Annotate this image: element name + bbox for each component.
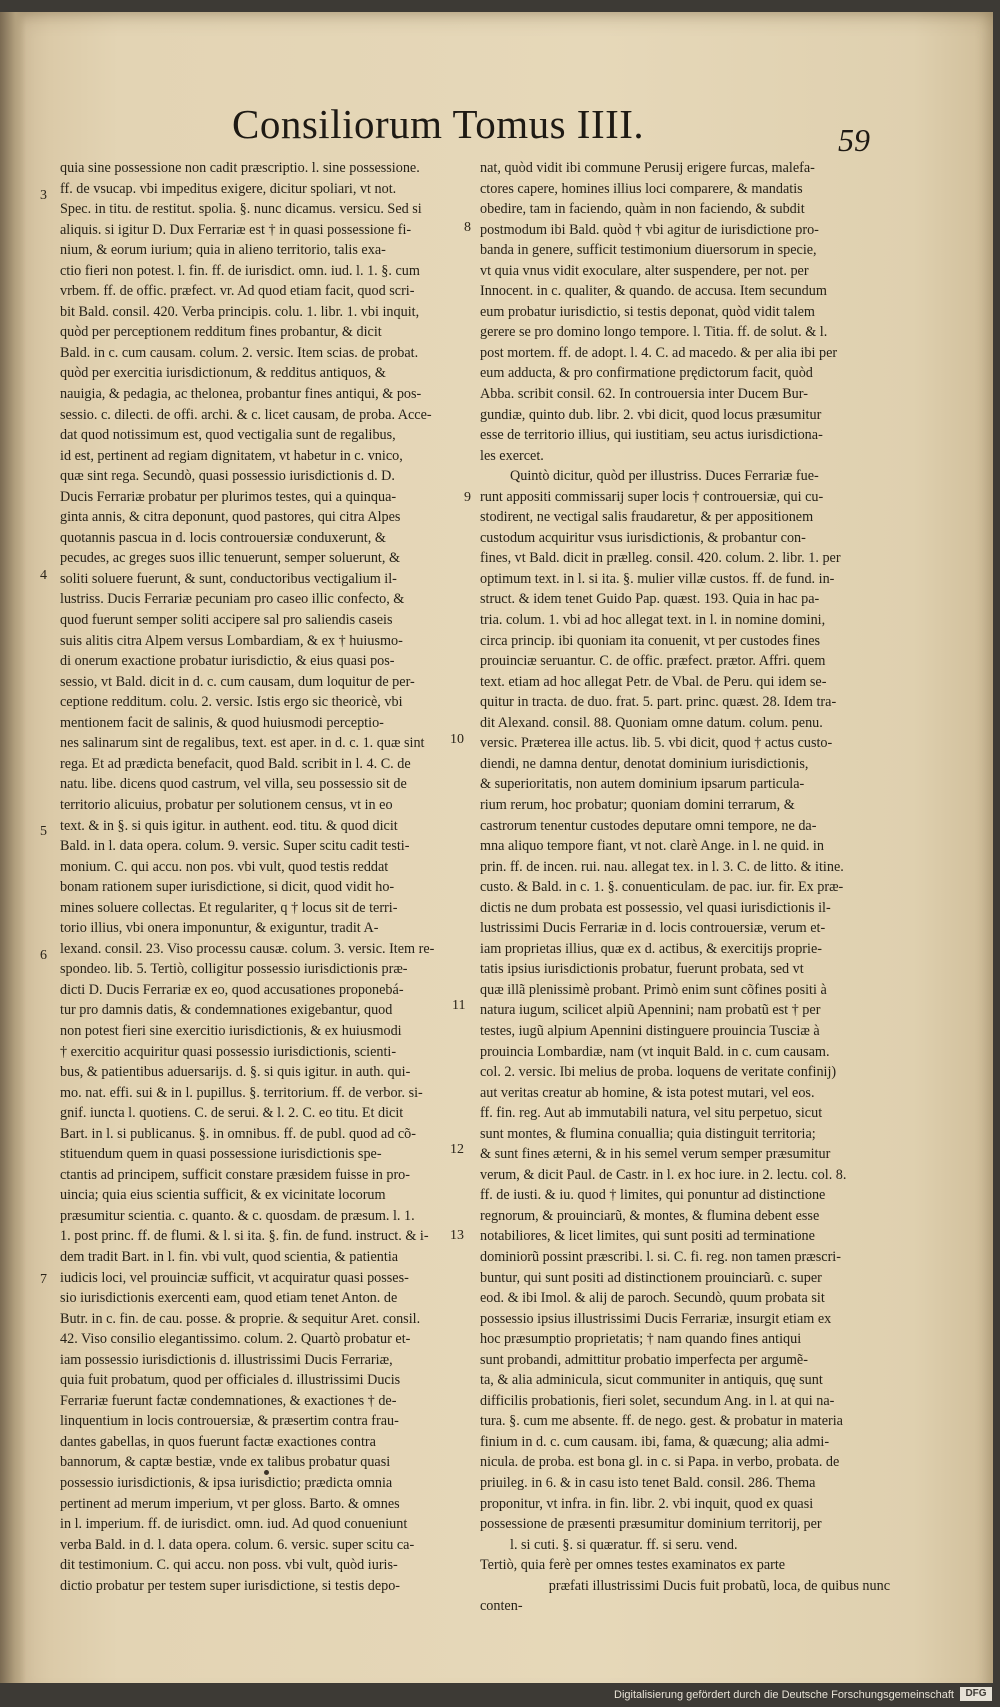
text-line: postmodum ibi Bald. quòd † vbi agitur de iurisdictione pro- xyxy=(480,221,819,238)
text-line: tura. §. cum me absente. ff. de nego. gest. & probatur in materia xyxy=(480,1413,843,1430)
text-line: iam possessio iurisdictionis d. illustrissimi Ducis Ferrariæ, xyxy=(60,1351,393,1368)
text-line: tur pro damnis datis, & condemnationes exigebantur, quod xyxy=(60,1002,393,1019)
text-line: esse de territorio illius, qui iustitiam, seu actus iurisdictiona- xyxy=(480,427,823,444)
text-line: præfati illustrissimi Ducis fuit probatũ, loca, de quibus nunc xyxy=(548,1577,890,1594)
text-line: tria. colum. 1. vbi ad hoc allegat text. in l. in nomine domini, xyxy=(480,612,826,629)
text-line: diendi, ne damna dentur, denotat dominium iurisdictionis, xyxy=(480,755,809,772)
text-line: lustriss. Ducis Ferrariæ pecuniam pro caseo illic confecto, & xyxy=(60,591,405,608)
text-line: Innocent. in c. qualiter, & quando. de accusa. Item secundum xyxy=(480,283,827,300)
text-line: ctio fieri non potest. l. fin. ff. de iurisdict. omn. iud. l. 1. §. cum xyxy=(60,262,420,279)
text-line: dictis ne dum probata est possessio, vel quasi iurisdictionis il- xyxy=(480,899,831,916)
text-line: possessione de præsenti præsumitur dominium territorij, per xyxy=(480,1516,822,1533)
text-line: stodirent, ne vectigal salis fraudaretur, & per appositionem xyxy=(480,509,814,526)
text-line: eod. & ibi Imol. & alij de paroch. Secundò, quum probata sit xyxy=(480,1290,825,1307)
text-line: linquentium in locis controuersiæ, & præsertim contra frau- xyxy=(60,1413,399,1430)
text-line: uincia; quia eius scientia sufficit, & ex vicinitate locorum xyxy=(60,1187,386,1204)
text-line: nauigia, & pedagia, ac thelonea, probantur fines antiqui, & pos- xyxy=(60,386,422,403)
text-line: pertinent ad merum imperium, vt per gloss. Barto. & omnes xyxy=(60,1495,400,1512)
text-line: bannorum, & captæ bestiæ, vnde ex talibus probatur quasi xyxy=(60,1454,391,1471)
text-line: præsumitur scientia. c. quanto. & c. quosdam. de præsum. l. 1. xyxy=(60,1207,415,1224)
text-line: proponitur, vt infra. in fin. libr. 2. vbi inquit, quod ex quasi xyxy=(480,1495,814,1512)
text-line: buntur, qui sunt positi ad distinctionem prouinciarũ. c. super xyxy=(480,1269,822,1286)
text-line: 1. post princ. ff. de flumi. & l. si ita. §. fin. de fund. instruct. & i- xyxy=(60,1228,429,1245)
text-line: verba Bald. in d. l. data opera. colum. 6. versic. super scitu ca- xyxy=(60,1536,415,1553)
text-line: pecudes, ac greges suos illic tenuerunt, semper soluerunt, & xyxy=(60,550,401,567)
text-line: sessio, vt Bald. dicit in d. c. cum causam, dum loquitur de per- xyxy=(60,673,415,690)
text-line: rium rerum, hoc probatur; quoniam domini terrarum, & xyxy=(480,796,795,813)
text-line: in l. imperium. ff. de iurisdict. omn. iud. Ad quod conueniunt xyxy=(60,1516,408,1533)
text-line: ff. fin. reg. Aut ab immutabili natura, vel situ perpetuo, sicut xyxy=(480,1105,823,1122)
margin-number: 13 xyxy=(450,1228,464,1243)
text-line: dit testimonium. C. qui accu. non poss. vbi vult, quòd iuris- xyxy=(60,1557,398,1574)
text-line: dit Alexand. consil. 88. Quoniam omne datum. colum. penu. xyxy=(480,714,823,731)
text-line: nes salinarum sint de regalibus, text. est aper. in d. c. 1. quæ sint xyxy=(60,735,425,752)
margin-number: 12 xyxy=(450,1142,464,1157)
text-line: fines, vt Bald. dicit in prælleg. consil. 420. colum. 2. libr. 1. per xyxy=(480,550,841,567)
text-line: Bald. in c. cum causam. colum. 2. versic. Item scias. de probat. xyxy=(60,344,419,361)
text-line: ff. de vsucap. vbi impeditus exigere, dicitur spoliari, vt not. xyxy=(60,180,397,197)
folio-number: 59 xyxy=(838,122,870,158)
text-line: 42. Viso consilio elegantissimo. colum. 2. Quartò probatur et- xyxy=(60,1331,411,1348)
text-line: nium, & eorum iurium; quia in alieno territorio, talis exa- xyxy=(60,242,386,259)
text-line: dem tradit Bart. in l. fin. vbi vult, quod scientia, & patientia xyxy=(60,1248,399,1265)
text-line: quod fuerunt semper soliti accipere sal pro saliendis caseis xyxy=(60,612,393,629)
text-line: quòd per perceptionem redditum fines probantur, & dicit xyxy=(60,324,382,341)
dfg-logo: DFG xyxy=(960,1687,992,1701)
text-line: tatis ipsius iurisdictionis probatur, fuerunt probata, sed vt xyxy=(480,961,804,978)
text-line: notabiliores, & licet limites, qui sunt positi ad terminatione xyxy=(480,1228,815,1245)
text-line: Bart. in l. si publicanus. §. in omnibus. ff. de publ. quod ad cõ- xyxy=(60,1125,416,1142)
text-line: dicti D. Ducis Ferrariæ ex eo, quod accusationes proponebá- xyxy=(60,981,404,998)
text-line: natura iugum, scilicet alpiũ Apennini; nam probatũ est † per xyxy=(480,1002,821,1019)
page-gutter-shadow xyxy=(0,12,26,1702)
text-line: iam proprietas illius, quæ ex d. actibus, & exercitijs proprie- xyxy=(480,940,822,957)
text-line: optimum text. in l. si ita. §. mulier villæ custos. ff. de fund. in- xyxy=(480,570,835,587)
text-line: quòd per exercitia iurisdictionum, & redditus antiquos, & xyxy=(60,365,386,382)
text-line: stituendum quem in quasi possessione iurisdictionis spe- xyxy=(60,1146,382,1163)
text-line: dantes gabellas, in quos fuerunt factæ exactiones contra xyxy=(60,1433,376,1450)
text-line: sessio. c. dilecti. de offi. archi. & c. licet causam, de proba. Acce- xyxy=(60,406,432,423)
text-line: quæ sint rega. Secundò, quasi possessio iurisdictionis d. D. xyxy=(60,468,395,485)
text-line: gnif. iuncta l. quotiens. C. de serui. & l. 2. C. eo titu. Et dicit xyxy=(60,1105,404,1122)
margin-number: 4 xyxy=(40,568,47,583)
text-line: gundiæ, quinto dub. libr. 2. vbi dicit, quod locus præsumitur xyxy=(480,406,822,423)
text-line: quia sine possessione non cadit præscriptio. l. sine possessione. xyxy=(60,160,420,176)
text-line: quitur in tracta. de duo. frat. 5. part. princ. quæst. 28. Idem tra- xyxy=(480,694,837,711)
text-line: banda in genere, sufficit testimonium diuersorum in specie, xyxy=(480,242,817,259)
text-line: Tertiò, quia ferè per omnes testes examinatos ex parte xyxy=(480,1557,786,1574)
text-line: non potest fieri sine exercitio iurisdictionis, & ex huiusmodi xyxy=(60,1022,402,1039)
text-line: circa princip. ibi quoniam ita conuenit, vt per custodes fines xyxy=(480,632,821,649)
right-text-column xyxy=(480,158,890,1617)
margin-number: 8 xyxy=(464,220,471,235)
text-line: sunt probandi, admittitur probatio imperfecta per argumẽ- xyxy=(480,1351,808,1368)
text-line: priuileg. in 6. & in casu isto tenet Bald. consil. 286. Thema xyxy=(480,1475,816,1491)
text-line: text. etiam ad hoc allegat Petr. de Vbal. de Peru. qui idem se- xyxy=(480,673,827,690)
text-line: eum probatur iurisdictio, si testis deponat, quòd vidit talem xyxy=(480,303,815,320)
margin-number: 9 xyxy=(464,490,471,505)
text-line: mentionem facit de salinis, & quod huiusmodi perceptio- xyxy=(60,714,384,731)
text-line: runt appositi commissarij super locis † controuersiæ, qui cu- xyxy=(480,488,824,505)
left-text-column xyxy=(60,158,455,1596)
margin-number: 6 xyxy=(40,948,47,963)
text-line: monium. C. qui accu. non pos. vbi vult, quod testis reddat xyxy=(60,858,389,875)
text-line: eum adducta, & pro confirmatione prędictorum facit, quòd xyxy=(480,365,813,382)
text-line: versic. Præterea ille actus. lib. 5. vbi dicit, quod † actus custo- xyxy=(480,735,833,752)
text-line: custodum acquiritur vsus iurisdictionis, & probantur con- xyxy=(480,529,806,546)
text-line: quia fuit probatum, quod per officiales d. illustrissimi Ducis xyxy=(60,1372,401,1389)
text-line: Butr. in c. fin. de cau. posse. & proprie. & sequitur Aret. consil. xyxy=(60,1310,421,1327)
text-line: hoc præsumptio proprietatis; † nam quando fines antiqui xyxy=(480,1331,802,1348)
book-page xyxy=(0,12,993,1702)
text-line: dictio probatur per testem super iurisdictione, si testis depo- xyxy=(60,1577,401,1594)
text-line: bonam rationem super iurisdictione, si dicit, quod vidit ho- xyxy=(60,879,395,896)
text-line: lustrissimi Ducis Ferrariæ in d. locis controuersiæ, verum et- xyxy=(480,920,826,937)
text-line: possessio ipsius illustrissimi Ducis Ferrariæ, insurgit etiam ex xyxy=(480,1310,832,1327)
text-line: prouincia Lombardiæ, nam (vt inquit Bald. in c. cum causam. xyxy=(480,1043,830,1060)
text-line: id est, pertinent ad regiam dignitatem, vt habetur in c. vnico, xyxy=(60,447,403,464)
text-line: rega. Et ad prædicta benefacit, quod Bald. scribit in l. 4. C. de xyxy=(60,755,411,772)
text-line: ctores capere, homines illius loci comparere, & mandatis xyxy=(480,180,803,197)
text-line: di onerum exactione probatur iurisdictio, & eius quasi pos- xyxy=(60,653,395,670)
text-line: text. & in §. si quis igitur. in authent. eod. titu. & quod dicit xyxy=(60,817,398,834)
text-line: verum, & dicit Paul. de Castr. in l. ex hoc iure. in 2. lectu. col. 8. xyxy=(480,1166,847,1183)
text-line: iudicis loci, vel prouinciæ sufficit, vt acquiratur quasi posses- xyxy=(60,1269,409,1286)
text-line: & superioritatis, non autem dominium ipsarum particula- xyxy=(480,776,805,793)
text-line: lexand. consil. 23. Viso processu causæ. colum. 3. versic. Item re- xyxy=(60,940,435,957)
text-line: difficilis probationis, fieri solet, secundum Ang. in l. at qui na- xyxy=(480,1392,835,1409)
text-line: post mortem. ff. de adopt. l. 4. C. ad macedo. & per alia ibi per xyxy=(480,344,838,361)
text-line: natu. libe. dicens quod castrum, vel villa, seu possessio sit de xyxy=(60,776,407,793)
text-line: Quintò dicitur, quòd per illustriss. Duces Ferrariæ fue- xyxy=(510,468,819,485)
text-line: spondeo. lib. 5. Tertiò, colligitur possessio iurisdictionis præ- xyxy=(60,961,408,978)
text-line: sio iurisdictionis exercenti eam, quod etiam tenet Anton. de xyxy=(60,1290,398,1307)
text-line: quæ illã plenissimè probant. Primò enim sunt cõfines positi à xyxy=(480,981,827,998)
text-line: ta, & alia adminicula, sicut communiter in antiquis, quę sunt xyxy=(480,1372,823,1389)
text-line: ceptione redditum. colu. 2. versic. Istis ergo sic theoricè, vbi xyxy=(60,694,403,711)
margin-number: 5 xyxy=(40,824,47,839)
text-line: mo. nat. effi. sui & in l. pupillus. §. territorium. ff. de verbor. si- xyxy=(60,1084,423,1101)
text-line: conten- xyxy=(480,1598,523,1615)
text-line: ff. de iusti. & iu. quod † limites, qui ponuntur ad distinctione xyxy=(480,1187,826,1204)
margin-number: 7 xyxy=(40,1272,47,1287)
text-line: les exercet. xyxy=(480,447,544,464)
text-line: Bald. in l. data opera. colum. 9. versic. Super scitu cadit testi- xyxy=(60,838,410,855)
margin-number: 11 xyxy=(452,998,466,1013)
text-line: torio illius, vbi onera imponuntur, & exiguntur, tradit A- xyxy=(60,920,379,937)
margin-number: 10 xyxy=(450,732,464,747)
text-line: testes, iugũ alpium Apennini distinguere prouincia Tusciæ à xyxy=(480,1022,820,1039)
text-line: nat, quòd vidit ibi commune Perusij erigere furcas, malefa- xyxy=(480,160,815,176)
digitization-credit-bar xyxy=(0,1683,1000,1707)
text-line: Abba. scribit consil. 62. In controuersia inter Ducem Bur- xyxy=(480,386,808,403)
funding-credit: Digitalisierung gefördert durch die Deutsche Forschungsgemeinschaft xyxy=(614,1689,954,1701)
text-line: suis alitis citra Alpem versus Lombardiam, & ex † huiusmo- xyxy=(60,632,403,649)
text-line: vrbem. ff. de offic. præfect. vr. Ad quod etiam facit, quod scri- xyxy=(60,283,415,300)
text-line: Spec. in titu. de restitut. spolia. §. nunc dicamus. versicu. Sed si xyxy=(60,201,422,218)
text-line: custo. & Bald. in c. 1. §. conuenticulam. de pac. iur. fir. Ex præ- xyxy=(480,879,844,896)
text-line: mines soluere collectas. Et regulariter, q † locus sit de terri- xyxy=(60,899,398,916)
text-line: Ferrariæ fuerunt factæ condemnationes, & exactiones † de- xyxy=(60,1392,397,1409)
text-line: † exercitio acquiritur quasi possessio iurisdictionis, scienti- xyxy=(60,1043,397,1060)
text-line: possessio iurisdictionis, & ipsa iurisdictio; prædicta omnia xyxy=(60,1475,393,1491)
text-line: mna aliquo tempore fiant, vt not. clarè Ange. in l. ne quid. in xyxy=(480,838,824,855)
text-line: col. 2. versic. Ibi melius de proba. loquens de veritate confinij) xyxy=(480,1064,837,1081)
text-line: finium in d. c. cum causam. ibi, fama, & quæcung; alia admi- xyxy=(480,1433,830,1450)
text-line: nicula. de proba. est bona gl. in c. si Papa. in verbo, probata. de xyxy=(480,1454,840,1471)
text-line: prouinciæ seruantur. C. de offic. præfect. prætor. Affri. quem xyxy=(480,653,826,670)
text-line: sunt montes, & flumina conuallia; quia distinguit territoria; xyxy=(480,1125,816,1142)
text-line: dominiorũ possint præscribi. l. si. C. fi. reg. non tamen præscri- xyxy=(480,1248,841,1265)
margin-number: 3 xyxy=(40,188,47,203)
text-line: Ducis Ferrariæ probatur per plurimos testes, qui a quinqua- xyxy=(60,488,397,505)
text-line: aut veritas creatur ab homine, & ista potest mutari, vel eos. xyxy=(480,1084,815,1101)
text-line: ginta annis, & citra deponunt, quod pastores, qui citra Alpes xyxy=(60,509,401,526)
text-line: bit Bald. consil. 420. Verba principis. colu. 1. libr. 1. vbi inquit, xyxy=(60,303,420,320)
text-line: castrorum tenentur custodes deputare omni tempore, ne da- xyxy=(480,817,817,834)
running-head: Consiliorum Tomus IIII. xyxy=(232,101,645,147)
text-line: prin. ff. de incen. rui. nau. allegat tex. in l. 3. C. de litto. & itine. xyxy=(480,858,844,875)
text-line: quotannis pascua in d. locis controuersiæ conduxerunt, & xyxy=(60,529,386,546)
text-line: l. si cuti. §. si quæratur. ff. si seru. vend. xyxy=(510,1536,738,1553)
text-line: struct. & idem tenet Guido Pap. quæst. 193. Quia in hac pa- xyxy=(480,591,820,608)
text-line: soliti soluere fuerunt, & sunt, conductoribus vectigalium il- xyxy=(60,570,397,587)
text-line: aliquis. si igitur D. Dux Ferrariæ est † in quasi possessione fi- xyxy=(60,221,412,238)
text-line: vt quia vnus vidit exoculare, alter suspendere, per not. per xyxy=(480,262,809,279)
text-line: regnorum, & prouinciarũ, & montes, & flumina debent esse xyxy=(480,1207,820,1224)
text-line: territorio alicuius, probatur per solutionem census, vt in eo xyxy=(60,796,393,813)
text-line: ctantis ad principem, sufficit constare præsidem fuisse in pro- xyxy=(60,1166,411,1183)
ink-blot xyxy=(264,1470,269,1475)
text-line: & sunt fines æterni, & in his semel verum semper præsumitur xyxy=(480,1146,831,1163)
text-line: dat quod notissimum est, quod vectigalia sunt de regalibus, xyxy=(60,427,396,444)
text-line: obedire, tam in faciendo, quàm in non faciendo, & subdit xyxy=(480,201,805,218)
text-line: gerere se pro domino longo tempore. l. Titia. ff. de solut. & l. xyxy=(480,324,828,341)
text-line: bus, & patientibus aduersarijs. d. §. si quis igitur. in auth. qui- xyxy=(60,1064,411,1081)
